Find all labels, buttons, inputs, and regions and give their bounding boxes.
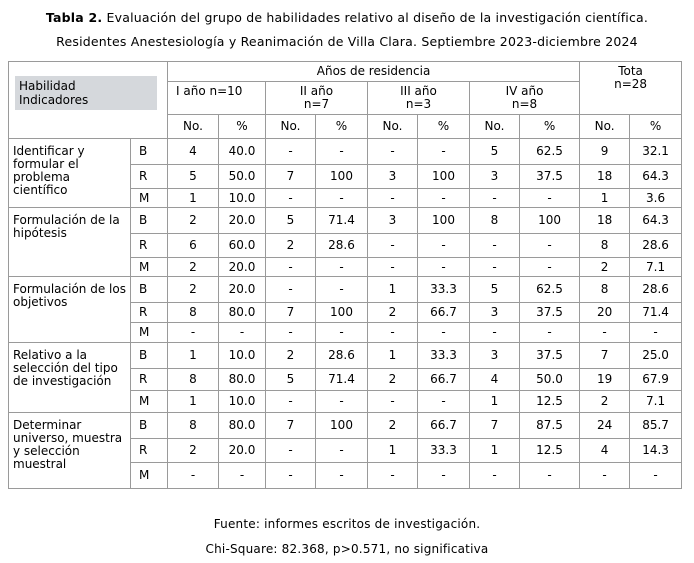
value-cell: 64.3 (630, 208, 682, 234)
table-row (9, 139, 682, 165)
value-cell: 7 (470, 413, 520, 439)
header-total: Tota n=28 (580, 62, 682, 115)
value-cell: - (316, 139, 368, 165)
value-cell: - (368, 234, 418, 258)
value-cell: 87.5 (520, 413, 580, 439)
skill-name: Determinar universo, muestra y selección muestral (9, 413, 131, 489)
col-pct-y1: % (219, 115, 266, 139)
value-cell: 2 (580, 258, 630, 277)
value-cell: - (368, 323, 418, 343)
value-cell: 50.0 (520, 369, 580, 391)
value-cell: 67.9 (630, 369, 682, 391)
table-source: Fuente: informes escritos de investigación. (213, 517, 481, 531)
value-cell: 33.3 (418, 439, 470, 463)
indicator-cell: M (131, 463, 168, 489)
value-cell: 25.0 (630, 343, 682, 369)
value-cell: 7 (580, 343, 630, 369)
value-cell: - (266, 139, 316, 165)
value-cell: 28.6 (316, 234, 368, 258)
indicator-cell: M (131, 391, 168, 413)
col-no-y2: No. (266, 115, 316, 139)
table-row (9, 208, 682, 234)
value-cell: - (266, 463, 316, 489)
value-cell: 18 (580, 208, 630, 234)
skill-name: Formulación de los objetivos (9, 277, 131, 343)
value-cell: - (580, 323, 630, 343)
value-cell: 20.0 (219, 208, 266, 234)
value-cell: 62.5 (520, 139, 580, 165)
value-cell: - (316, 439, 368, 463)
value-cell: 7.1 (630, 391, 682, 413)
table-row (9, 413, 682, 439)
value-cell: - (470, 323, 520, 343)
value-cell: - (470, 258, 520, 277)
value-cell: - (418, 463, 470, 489)
value-cell: 1 (368, 277, 418, 303)
value-cell: - (266, 189, 316, 208)
value-cell: 12.5 (520, 439, 580, 463)
value-cell: 1 (470, 391, 520, 413)
value-cell: 80.0 (219, 413, 266, 439)
value-cell: 62.5 (520, 277, 580, 303)
value-cell: 71.4 (316, 369, 368, 391)
value-cell: 2 (368, 303, 418, 323)
value-cell: 50.0 (219, 165, 266, 189)
col-pct-y3: % (418, 115, 470, 139)
value-cell: 12.5 (520, 391, 580, 413)
table-row (9, 277, 682, 303)
indicator-cell: R (131, 369, 168, 391)
value-cell: - (520, 258, 580, 277)
col-no-total: No. (580, 115, 630, 139)
header-years: Años de residencia (168, 62, 580, 82)
header-skill-label: Habilidad Indicadores (15, 76, 157, 110)
value-cell: 8 (580, 234, 630, 258)
value-cell: - (580, 463, 630, 489)
value-cell: 10.0 (219, 391, 266, 413)
value-cell: 28.6 (630, 277, 682, 303)
value-cell: 5 (470, 277, 520, 303)
indicator-cell: R (131, 165, 168, 189)
value-cell: 8 (168, 369, 219, 391)
value-cell: 18 (580, 165, 630, 189)
value-cell: 60.0 (219, 234, 266, 258)
value-cell: 8 (168, 303, 219, 323)
indicator-cell: R (131, 234, 168, 258)
value-cell: - (266, 277, 316, 303)
indicator-cell: B (131, 343, 168, 369)
indicator-cell: M (131, 258, 168, 277)
value-cell: - (316, 463, 368, 489)
indicator-cell: B (131, 139, 168, 165)
value-cell: 80.0 (219, 303, 266, 323)
value-cell: - (266, 258, 316, 277)
header-year2: II año n=7 (266, 82, 368, 115)
value-cell: 4 (580, 439, 630, 463)
value-cell: 66.7 (418, 303, 470, 323)
value-cell: 8 (580, 277, 630, 303)
skill-name: Identificar y formular el problema científico (9, 139, 131, 208)
value-cell: - (368, 258, 418, 277)
table-row (9, 343, 682, 369)
value-cell: 3 (470, 303, 520, 323)
value-cell: - (418, 323, 470, 343)
indicator-cell: R (131, 303, 168, 323)
value-cell: 2 (368, 369, 418, 391)
value-cell: - (368, 139, 418, 165)
value-cell: 3.6 (630, 189, 682, 208)
value-cell: - (470, 234, 520, 258)
col-no-y1: No. (168, 115, 219, 139)
table-caption (0, 10, 694, 25)
value-cell: 7 (266, 165, 316, 189)
value-cell: 4 (470, 369, 520, 391)
col-pct-total: % (630, 115, 682, 139)
indicator-cell: B (131, 413, 168, 439)
value-cell: - (630, 463, 682, 489)
header-year3: III año n=3 (368, 82, 470, 115)
indicator-cell: B (131, 277, 168, 303)
value-cell: 100 (418, 208, 470, 234)
value-cell: 5 (470, 139, 520, 165)
value-cell: 80.0 (219, 369, 266, 391)
col-no-y3: No. (368, 115, 418, 139)
value-cell: 10.0 (219, 189, 266, 208)
value-cell: 2 (266, 234, 316, 258)
indicator-cell: M (131, 323, 168, 343)
value-cell: 1 (168, 189, 219, 208)
col-pct-y4: % (520, 115, 580, 139)
value-cell: - (418, 258, 470, 277)
value-cell: - (418, 139, 470, 165)
value-cell: 2 (168, 208, 219, 234)
value-cell: - (418, 189, 470, 208)
value-cell: 28.6 (630, 234, 682, 258)
header-year4: IV año n=8 (470, 82, 580, 115)
value-cell: 100 (316, 413, 368, 439)
value-cell: 40.0 (219, 139, 266, 165)
value-cell: 19 (580, 369, 630, 391)
value-cell: 24 (580, 413, 630, 439)
value-cell: 66.7 (418, 413, 470, 439)
indicator-cell: R (131, 439, 168, 463)
value-cell: 2 (368, 413, 418, 439)
value-cell: - (418, 391, 470, 413)
skill-name: Formulación de la hipótesis (9, 208, 131, 277)
value-cell: 5 (266, 208, 316, 234)
value-cell: - (418, 234, 470, 258)
value-cell: 2 (580, 391, 630, 413)
value-cell: 10.0 (219, 343, 266, 369)
value-cell: - (630, 323, 682, 343)
value-cell: - (219, 323, 266, 343)
value-cell: 3 (368, 208, 418, 234)
value-cell: - (219, 463, 266, 489)
value-cell: - (520, 189, 580, 208)
value-cell: - (368, 391, 418, 413)
value-cell: 66.7 (418, 369, 470, 391)
caption-line2: Residentes Anestesiología y Reanimación de Villa Clara. Septiembre 2023-diciembre 2024 (56, 34, 638, 49)
col-no-y4: No. (470, 115, 520, 139)
value-cell: 20.0 (219, 439, 266, 463)
value-cell: 2 (168, 258, 219, 277)
value-cell: 3 (470, 343, 520, 369)
skill-name: Relativo a la selección del tipo de investigación (9, 343, 131, 413)
value-cell: 100 (316, 303, 368, 323)
value-cell: 5 (168, 165, 219, 189)
value-cell: 28.6 (316, 343, 368, 369)
value-cell: - (316, 277, 368, 303)
value-cell: 1 (368, 343, 418, 369)
value-cell: 1 (580, 189, 630, 208)
value-cell: - (168, 463, 219, 489)
value-cell: 2 (266, 343, 316, 369)
value-cell: - (368, 463, 418, 489)
results-table (8, 61, 682, 489)
value-cell: 8 (470, 208, 520, 234)
value-cell: 7 (266, 413, 316, 439)
value-cell: 37.5 (520, 343, 580, 369)
value-cell: 2 (168, 439, 219, 463)
value-cell: 20.0 (219, 258, 266, 277)
table-statistic: Chi-Square: 82.368, p>0.571, no significativa (205, 542, 489, 556)
value-cell: - (266, 391, 316, 413)
value-cell: 20 (580, 303, 630, 323)
header-year1: I año n=10 (168, 82, 266, 115)
value-cell: - (316, 258, 368, 277)
value-cell: - (316, 391, 368, 413)
indicator-cell: B (131, 208, 168, 234)
value-cell: 37.5 (520, 303, 580, 323)
header-skill-cell (9, 62, 168, 139)
value-cell: - (470, 189, 520, 208)
value-cell: - (520, 234, 580, 258)
value-cell: - (316, 323, 368, 343)
value-cell: 85.7 (630, 413, 682, 439)
value-cell: 71.4 (316, 208, 368, 234)
value-cell: 3 (368, 165, 418, 189)
value-cell: 5 (266, 369, 316, 391)
value-cell: 20.0 (219, 277, 266, 303)
value-cell: - (168, 323, 219, 343)
value-cell: 100 (520, 208, 580, 234)
value-cell: 100 (316, 165, 368, 189)
value-cell: 1 (470, 439, 520, 463)
value-cell: - (470, 463, 520, 489)
value-cell: 4 (168, 139, 219, 165)
value-cell: - (368, 189, 418, 208)
value-cell: - (266, 323, 316, 343)
value-cell: - (266, 439, 316, 463)
col-pct-y2: % (316, 115, 368, 139)
value-cell: 6 (168, 234, 219, 258)
value-cell: 7.1 (630, 258, 682, 277)
value-cell: 100 (418, 165, 470, 189)
value-cell: - (316, 189, 368, 208)
value-cell: 3 (470, 165, 520, 189)
value-cell: 14.3 (630, 439, 682, 463)
value-cell: 33.3 (418, 343, 470, 369)
value-cell: 71.4 (630, 303, 682, 323)
value-cell: 32.1 (630, 139, 682, 165)
value-cell: 9 (580, 139, 630, 165)
table-label: Tabla 2. (45, 10, 103, 25)
value-cell: 33.3 (418, 277, 470, 303)
value-cell: 7 (266, 303, 316, 323)
value-cell: 8 (168, 413, 219, 439)
value-cell: - (520, 323, 580, 343)
value-cell: 1 (168, 391, 219, 413)
value-cell: 1 (168, 343, 219, 369)
indicator-cell: M (131, 189, 168, 208)
caption-line1: Evaluación del grupo de habilidades relativo al diseño de la investigación científica. (106, 10, 649, 25)
value-cell: 2 (168, 277, 219, 303)
value-cell: - (520, 463, 580, 489)
value-cell: 1 (368, 439, 418, 463)
value-cell: 37.5 (520, 165, 580, 189)
value-cell: 64.3 (630, 165, 682, 189)
